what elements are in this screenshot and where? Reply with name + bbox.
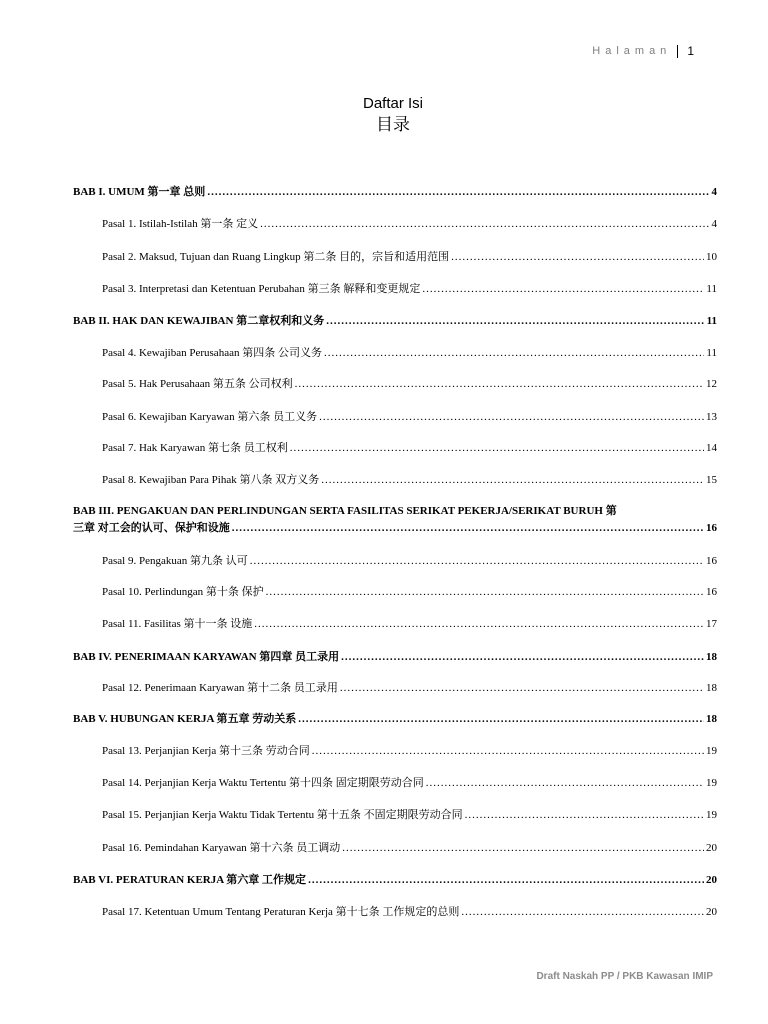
dot-leader: [451, 249, 704, 265]
dot-leader: [465, 807, 704, 823]
toc-entry-text: BAB III. PENGAKUAN DAN PERLINDUNGAN SERTA FASILITAS SERIKAT PEKERJA/SERIKAT BURUH 第: [73, 505, 617, 517]
header-divider: [677, 45, 678, 58]
toc-article-7[interactable]: [102, 440, 717, 456]
toc-chapter-6[interactable]: [73, 872, 717, 888]
toc-entry-page: 20: [706, 906, 717, 918]
toc-chapter-3[interactable]: [73, 503, 717, 537]
dot-leader: [326, 313, 704, 329]
toc-entry-page: 20: [706, 842, 717, 854]
toc-entry-page: 14: [706, 442, 717, 454]
toc-entry-page: 13: [706, 411, 717, 423]
toc-article-2[interactable]: [102, 249, 717, 265]
page-label: Halaman: [592, 45, 672, 57]
toc-entry-text: Pasal 5. Hak Perusahaan 第五条 公司权利: [102, 378, 293, 390]
toc-entry-text: BAB V. HUBUNGAN KERJA 第五章 劳动关系: [73, 713, 297, 725]
toc-article-9[interactable]: [102, 553, 717, 569]
toc-entry-page: 4: [711, 218, 717, 230]
toc-entry-page: 16: [706, 555, 717, 567]
toc-entry-page: 16: [706, 522, 717, 534]
toc-entry-page: 10: [706, 251, 717, 263]
toc-article-10[interactable]: [102, 584, 717, 600]
dot-leader: [426, 775, 704, 791]
toc-article-17[interactable]: [102, 904, 717, 920]
dot-leader: [341, 649, 704, 665]
toc-chapter-5[interactable]: [73, 711, 717, 727]
toc-article-14[interactable]: [102, 775, 717, 791]
toc-article-5[interactable]: [102, 376, 717, 392]
dot-leader: [422, 281, 704, 297]
toc-entry-text: BAB II. HAK DAN KEWAJIBAN 第二章权利和义务: [73, 315, 325, 327]
dot-leader: [295, 376, 704, 392]
toc-entry-page: 16: [706, 586, 717, 598]
toc-article-15[interactable]: [102, 807, 717, 823]
toc-entry-text: BAB I. UMUM 第一章 总则: [73, 186, 206, 198]
toc-entry-text: Pasal 8. Kewajiban Para Pihak 第八条 双方义务: [102, 474, 320, 486]
toc-title: [0, 94, 768, 136]
dot-leader: [232, 520, 704, 537]
toc-entry-text: Pasal 3. Interpretasi dan Ketentuan Perubahan 第三条 解释和变更规定: [102, 283, 421, 295]
dot-leader: [298, 711, 704, 727]
dot-leader: [308, 872, 704, 888]
toc-article-3[interactable]: [102, 281, 717, 297]
toc-entry-page: 20: [706, 874, 717, 886]
toc-article-13[interactable]: [102, 743, 717, 759]
toc-entry-text: BAB VI. PERATURAN KERJA 第六章 工作规定: [73, 874, 307, 886]
toc-entry-text: Pasal 1. Istilah-Istilah 第一条 定义: [102, 218, 259, 230]
toc-entry-text: Pasal 9. Pengakuan 第九条 认可: [102, 555, 248, 567]
toc-entry-page: 18: [706, 682, 717, 694]
page-header: [592, 44, 694, 58]
toc-entry-text: Pasal 6. Kewajiban Karyawan 第六条 员工义务: [102, 411, 318, 423]
toc-article-16[interactable]: [102, 840, 717, 856]
toc-entry-text: Pasal 12. Penerimaan Karyawan 第十二条 员工录用: [102, 682, 338, 694]
dot-leader: [266, 584, 704, 600]
toc-entry-page: 4: [711, 186, 717, 198]
dot-leader: [342, 840, 704, 856]
toc-entry-page: 15: [706, 474, 717, 486]
toc-entry-page: 19: [706, 809, 717, 821]
toc-chapter-1[interactable]: [73, 184, 717, 200]
toc-entry-page: 11: [706, 347, 717, 359]
toc-chapter-2[interactable]: [73, 313, 717, 329]
toc-article-6[interactable]: [102, 409, 717, 425]
toc-article-8[interactable]: [102, 472, 717, 488]
toc-entry-text: Pasal 14. Perjanjian Kerja Waktu Tertentu 第十四条 固定期限劳动合同: [102, 777, 424, 789]
dot-leader: [340, 680, 704, 696]
toc-entry-text: Pasal 16. Pemindahan Karyawan 第十六条 员工调动: [102, 842, 341, 854]
dot-leader: [319, 409, 704, 425]
toc-title-indonesian: Daftar Isi: [362, 95, 423, 112]
toc-entry-text: Pasal 13. Perjanjian Kerja 第十三条 劳动合同: [102, 745, 310, 757]
toc-entry-text: Pasal 2. Maksud, Tujuan dan Ruang Lingkup 第二条 目的，宗旨和适用范围: [102, 251, 450, 263]
toc-entry-page: 18: [706, 651, 717, 663]
toc-entry-text: Pasal 10. Perlindungan 第十条 保护: [102, 586, 264, 598]
toc-entry-page: 19: [706, 777, 717, 789]
toc-entry-page: 11: [706, 283, 717, 295]
dot-leader: [254, 616, 704, 632]
dot-leader: [207, 184, 709, 200]
toc-article-12[interactable]: [102, 680, 717, 696]
dot-leader: [461, 904, 704, 920]
toc-article-11[interactable]: [102, 616, 717, 632]
toc-entry-page: 18: [706, 713, 717, 725]
toc-article-4[interactable]: [102, 345, 717, 361]
toc-entry-text: BAB IV. PENERIMAAN KARYAWAN 第四章 员工录用: [73, 651, 340, 663]
toc-entry-page: 11: [706, 315, 717, 327]
dot-leader: [260, 216, 709, 232]
dot-leader: [290, 440, 704, 456]
toc-entry-page: 17: [706, 618, 717, 630]
toc-entry-page: 12: [706, 378, 717, 390]
toc-entry-text: Pasal 17. Ketentuan Umum Tentang Peraturan Kerja 第十七条 工作规定的总则: [102, 906, 460, 918]
toc-entry-text: Pasal 7. Hak Karyawan 第七条 员工权利: [102, 442, 288, 454]
dot-leader: [321, 472, 704, 488]
toc-entry-text: Pasal 11. Fasilitas 第十一条 设施: [102, 618, 253, 630]
toc-entry-text: Pasal 4. Kewajiban Perusahaan 第四条 公司义务: [102, 347, 322, 359]
toc-entry-text-continued: 三章 对工会的认可、保护和设施: [73, 522, 230, 534]
toc-article-1[interactable]: [102, 216, 717, 232]
toc-entry-text: Pasal 15. Perjanjian Kerja Waktu Tidak Tertentu 第十五条 不固定期限劳动合同: [102, 809, 463, 821]
toc-chapter-4[interactable]: [73, 649, 717, 665]
toc-entry-page: 19: [706, 745, 717, 757]
page-number: 1: [687, 44, 694, 58]
dot-leader: [250, 553, 704, 569]
dot-leader: [312, 743, 704, 759]
dot-leader: [324, 345, 704, 361]
page-footer: Draft Naskah PP / PKB Kawasan IMIP: [536, 971, 713, 982]
toc-title-chinese: 目录: [376, 115, 410, 135]
